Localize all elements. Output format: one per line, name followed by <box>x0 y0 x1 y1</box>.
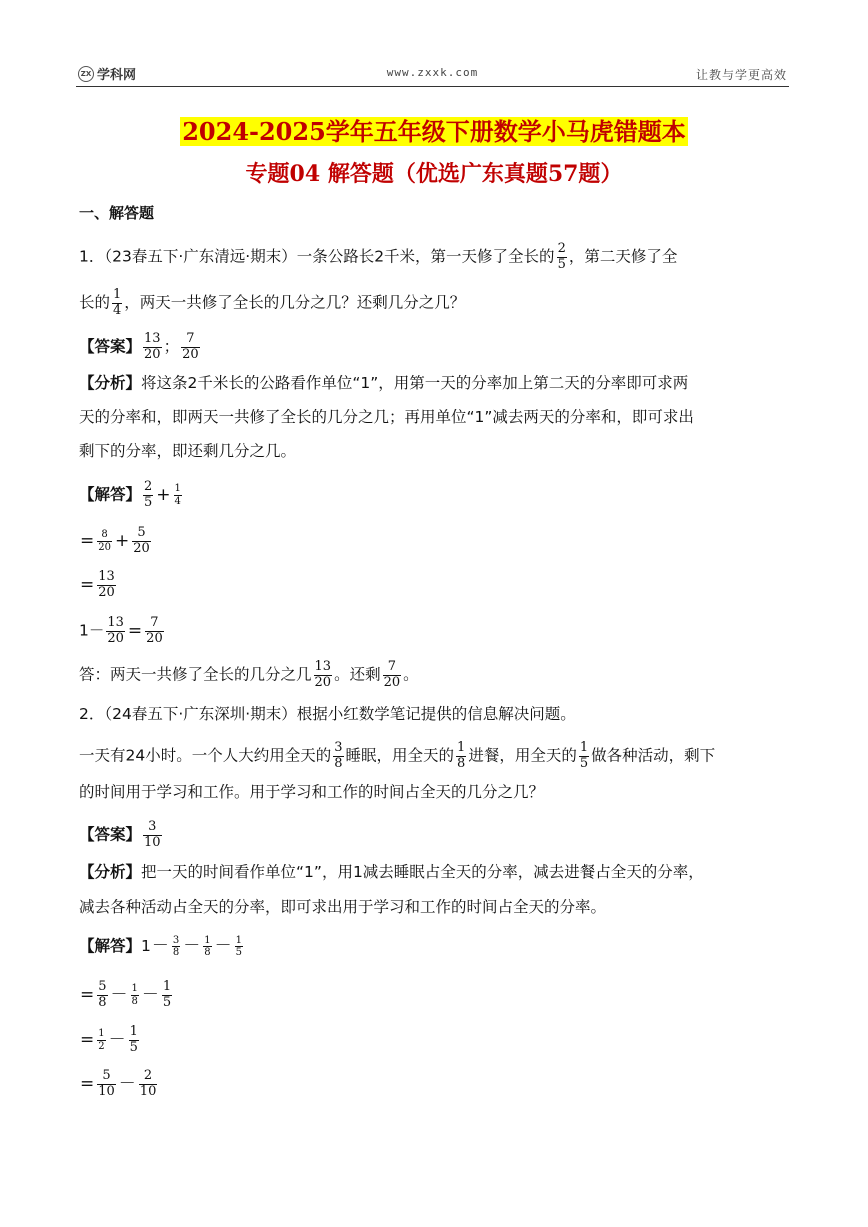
fraction: $\frac{5}{20}$ <box>133 525 150 556</box>
q1-final-answer: 答：两天一共修了全长的几分之几 $\frac{13}{20}$ 。还剩 $\frac{7}{20}$ 。 <box>79 659 419 690</box>
fraction: $\frac{1}{4}$ <box>174 483 181 507</box>
doc-subtitle: 专题04 解答题（优选广东真题57题） <box>245 161 623 187</box>
fraction: $\frac{1}{8}$ <box>204 935 211 959</box>
fraction: $\frac{13}{20}$ <box>314 659 332 690</box>
fraction: $\frac{1}{5}$ <box>129 1024 138 1055</box>
fraction: $\frac{2}{10}$ <box>139 1068 157 1099</box>
fraction: $\frac{13}{20}$ <box>144 331 161 362</box>
fraction: $\frac{7}{20}$ <box>146 615 163 646</box>
doc-title <box>0 112 868 147</box>
text: 1．（23春五下·广东清远·期末）一条公路长2千米，第一天修了全长的 <box>79 247 555 266</box>
fraction: $\frac{1}{2}$ <box>98 1028 105 1052</box>
text: 长的 <box>79 293 111 312</box>
section-heading: 一、解答题 <box>79 204 155 222</box>
fraction: $\frac{1}{4}$ <box>113 287 122 318</box>
fraction: $\frac{5}{10}$ <box>98 1068 115 1099</box>
fraction: $\frac{5}{8}$ <box>98 979 107 1010</box>
header-slogan: 让教与学更高效 <box>695 68 787 82</box>
q2-solution-2: = $\frac{5}{8}$ － $\frac{1}{8}$ － $\frac{1}{5}$ <box>80 979 172 1010</box>
analysis-label: 【分析】 <box>79 863 142 881</box>
fraction: $\frac{1}{5}$ <box>235 935 243 959</box>
q1-analysis-2: 天的分率和，即两天一共修了全长的几分之几；再用单位“1”减去两天的分率和，即可求出 <box>79 408 694 426</box>
solution-label: 【解答】 <box>79 485 142 504</box>
q1-solution-2: = $\frac{8}{20}$ + $\frac{5}{20}$ <box>80 525 150 556</box>
q2-line-2: 一天有24小时。一个人大约用全天的 $\frac{3}{8}$ 睡眠，用全天的 $\frac{1}{8}$ 进餐，用全天的 $\frac{1}{5}$ 做各种活动，剩下 <box>79 740 716 771</box>
doc-title-text: 2024-2025学年五年级下册数学小马虎错题本 <box>182 117 686 146</box>
q1-solution-4: 1－ $\frac{13}{20}$ = $\frac{7}{20}$ <box>79 615 163 646</box>
text: 把一天的时间看作单位“1”，用1减去睡眠占全天的分率，减去进餐占全天的分率， <box>141 863 704 881</box>
fraction: $\frac{7}{20}$ <box>182 331 199 362</box>
analysis-label: 【分析】 <box>79 374 142 392</box>
q2-answer <box>79 820 164 850</box>
text: ； <box>163 337 180 356</box>
fraction: $\frac{13}{20}$ <box>98 569 115 600</box>
q1-answer <box>79 332 202 362</box>
page-header <box>76 60 789 87</box>
q2-solution-3: = $\frac{1}{2}$ － $\frac{1}{5}$ <box>80 1024 138 1055</box>
text: 将这条2千米长的公路看作单位“1”，用第一天的分率加上第二天的分率即可求两 <box>141 374 689 392</box>
fraction: $\frac{1}{8}$ <box>457 740 466 771</box>
q2-solution-1: 【解答】1－ $\frac{3}{8}$ － $\frac{1}{8}$ － $\frac{1}{5}$ <box>79 935 243 959</box>
fraction: $\frac{2}{5}$ <box>557 241 566 272</box>
logo-text: 学科网 <box>97 68 137 83</box>
solution-label: 【解答】 <box>79 937 142 956</box>
header-url: www.zxxk.com <box>386 66 479 79</box>
text: ，第二天修了全 <box>568 247 678 266</box>
fraction: $\frac{3}{10}$ <box>144 819 161 850</box>
answer-label: 【答案】 <box>79 337 142 356</box>
q1-solution-1: 【解答】 $\frac{2}{5}$ + $\frac{1}{4}$ <box>79 479 181 510</box>
q1-solution-3: = $\frac{13}{20}$ <box>80 569 115 600</box>
q1-analysis-3: 剩下的分率，即还剩几分之几。 <box>79 442 297 460</box>
q1-analysis-1 <box>79 376 688 392</box>
q2-line-1: 2．（24春五下·广东深圳·期末）根据小红数学笔记提供的信息解决问题。 <box>79 705 576 723</box>
fraction: $\frac{2}{5}$ <box>144 479 153 510</box>
fraction: $\frac{1}{8}$ <box>131 983 138 1007</box>
fraction: $\frac{13}{20}$ <box>107 615 124 646</box>
q2-analysis-1 <box>79 865 704 881</box>
fraction: $\frac{7}{20}$ <box>383 659 401 690</box>
text: ，两天一共修了全长的几分之几？还剩几分之几？ <box>124 293 466 312</box>
fraction: $\frac{8}{20}$ <box>98 529 111 553</box>
logo-icon: ZX <box>78 66 94 82</box>
q1-line-2 <box>79 288 465 318</box>
answer-label: 【答案】 <box>79 825 142 844</box>
q1-line-1 <box>79 242 677 272</box>
fraction: $\frac{3}{8}$ <box>334 740 343 771</box>
fraction: $\frac{1}{5}$ <box>579 740 589 771</box>
q2-line-3: 的时间用于学习和工作。用于学习和工作的时间占全天的几分之几？ <box>79 783 545 801</box>
q2-analysis-2: 减去各种活动占全天的分率，即可求出用于学习和工作的时间占全天的分率。 <box>79 898 607 916</box>
fraction: $\frac{3}{8}$ <box>172 935 180 959</box>
q2-solution-4: = $\frac{5}{10}$ － $\frac{2}{10}$ <box>80 1068 157 1099</box>
fraction: $\frac{1}{5}$ <box>162 979 172 1010</box>
